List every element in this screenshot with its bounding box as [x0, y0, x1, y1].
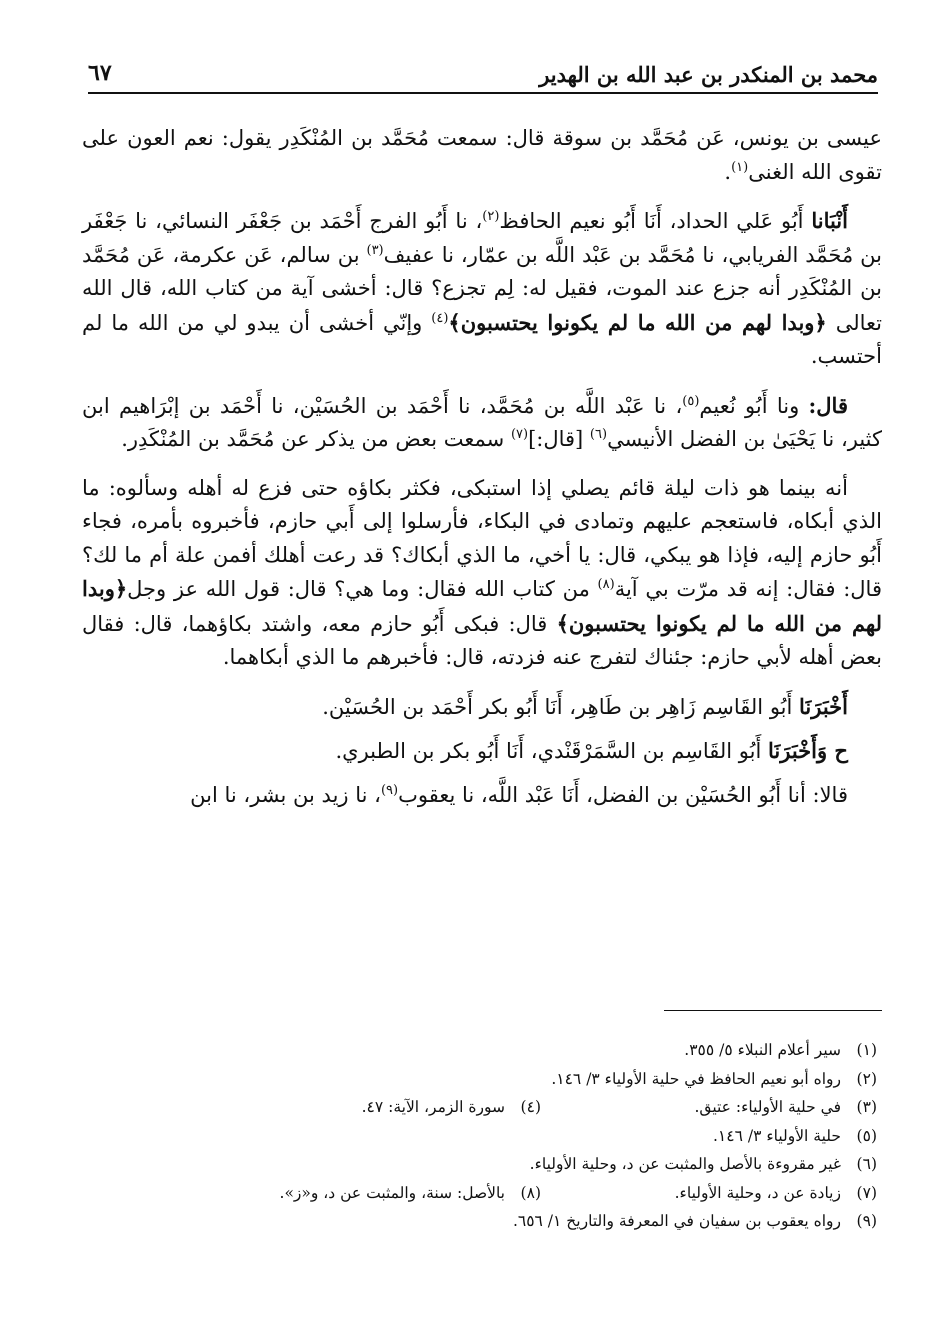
- paragraph-text: من كتاب الله فقال: وما هي؟ قال: قول الله عز وجل: [127, 577, 598, 601]
- paragraph-text: أنه بينما هو ذات ليلة قائم يصلي إذا استبكى، فكثر بكاؤه حتى فزع له أهله وسألوه: ما الذي أبكاه، فاستعجم عليهم وتمادى في البكاء، فأرسلوا إلى أَبي حازم، فأخبروه بأمره، فجاء أَبُو حازم إليه، فإذا هو يبكي، قال: يا أخي، ما الذي أبكاك؟ قد رعت أهلك أفمن علة أم ما لك؟ قال: فقال: إنه قد مرّت بي آية: [82, 475, 882, 601]
- footnotes: [117, 1036, 877, 1236]
- paragraph-text: عيسى بن يونس، عَن مُحَمَّد بن سوقة قال: سمعت مُحَمَّد بن المُنْكَدِر يقول: نعم العون على تقوى الله الغنى: [82, 126, 882, 184]
- footnote-text: رواه أبو نعيم الحافظ في حلية الأولياء ٣/ ١٤٦.: [551, 1069, 841, 1088]
- paragraph-text: قال: فبكى أَبُو حازم معه، واشتد بكاؤهما، قال: فقال بعض أهله لأبي حازم: جئناك لتفرج عنه فزدته، قال: فأخبرهم ما الذي أبكاهما.: [82, 611, 882, 669]
- paragraph-text: [قال:]: [528, 427, 590, 451]
- quran-quote: ﴿وبدا لهم من الله ما لم يكونوا يحتسبون﴾: [82, 576, 882, 636]
- footnote-ref: (١): [731, 159, 749, 175]
- transmission-lead: قال:: [808, 392, 848, 418]
- footnote: [117, 1179, 877, 1208]
- footnote-number: (٤): [520, 1098, 541, 1116]
- transmission-lead: ح وَأَخْبَرَنَا: [768, 738, 848, 763]
- footnote-text: في حلية الأولياء: عتيق.: [694, 1098, 841, 1116]
- footnote-number: (٩): [856, 1212, 877, 1230]
- footnote-separator: [664, 1010, 882, 1011]
- footnote-text: سورة الزمر، الآية: ٤٧.: [361, 1098, 505, 1116]
- footnote-ref: (٥): [682, 393, 700, 409]
- footnote-text: غير مقروءة بالأصل والمثبت عن د، وحلية الأولياء.: [529, 1155, 841, 1173]
- footnote: [117, 1093, 877, 1122]
- footnote-ref: (٩): [380, 782, 399, 798]
- paragraph-text: ، نا عَبْد اللَّه بن مُحَمَّد، نا أَحْمَد بن الحُسَيْن، نا أَحْمَد بن إبْرَاهيم ابن كثير، نا يَحْيَىٰ بن الفضل الأنيسي: [82, 393, 882, 451]
- paragraph-text: أَبُو القَاسِم بن السَّمَرْقَنْدي، أَنَا أَبُو بكر بن الطبري.: [335, 739, 768, 763]
- footnote-text: حلية الأولياء ٣/ ١٤٦.: [712, 1126, 841, 1145]
- footnote: [117, 1122, 877, 1151]
- footnote: [117, 1207, 877, 1236]
- paragraph-5: [82, 690, 882, 725]
- footnote-ref: (٤): [431, 310, 449, 326]
- quran-quote: ﴿وبدا لهم من الله ما لم يكونوا يحتسبون﴾: [448, 309, 827, 335]
- page-header: [88, 56, 878, 94]
- paragraph-text: وإنّي أخشى أن يبدو لي من الله ما لم أحتسب.: [82, 310, 882, 368]
- footnote: [117, 1065, 877, 1094]
- footnote-text: بالأصل: سنة، والمثبت عن د، و«ز».: [279, 1183, 505, 1202]
- paragraph-text: ، نا أَبُو الفرج أَحْمَد بن جَعْفَر النسائي، نا جَعْفَر بن مُحَمَّد الفريابي، نا مُحَمَّد بن عَبْد اللَّه بن عمّار، نا عفيف: [82, 209, 882, 267]
- paragraph-1: [82, 122, 882, 189]
- paragraph-text: أَبُو القَاسِم زَاهِر بن طَاهِر، أَنَا أَبُو بكر أَحْمَد بن الحُسَيْن.: [322, 694, 800, 719]
- paragraph-3: [82, 389, 882, 457]
- footnote-number: (٦): [856, 1155, 877, 1173]
- paragraph-4: [82, 472, 882, 675]
- main-text: [82, 122, 882, 827]
- footnote-ref: (٣): [366, 242, 384, 258]
- paragraph-text: قالا: أنا أَبُو الحُسَيْن بن الفضل، أَنَا عَبْد اللَّه، نا يعقوب: [398, 782, 848, 807]
- footnote-text: زيادة عن د، وحلية الأولياء.: [674, 1183, 841, 1202]
- paragraph-6: [82, 734, 882, 769]
- paragraph-text: ، نا زيد بن بشر، نا ابن: [190, 782, 381, 807]
- footnote-ref: (٦): [589, 427, 608, 442]
- paragraph-7: [82, 779, 882, 813]
- footnote-number: (٧): [856, 1183, 877, 1202]
- paragraph-text: سمعت بعض من يذكر عن مُحَمَّد بن المُنْكَدِر.: [121, 427, 511, 451]
- footnote-number: (٣): [856, 1098, 877, 1116]
- footnote-number: (١): [856, 1041, 877, 1059]
- footnote-number: (٥): [856, 1126, 877, 1145]
- page-number: ٦٧: [88, 60, 112, 86]
- paragraph-text: .: [724, 159, 732, 184]
- footnote-text: سير أعلام النبلاء ٥/ ٣٥٥.: [684, 1041, 841, 1059]
- footnote-number: (٨): [520, 1183, 541, 1202]
- footnote: [117, 1150, 877, 1179]
- footnote-ref: (٧): [510, 427, 529, 442]
- footnote-ref: (٢): [482, 209, 500, 224]
- footnote-text: رواه يعقوب بن سفيان في المعرفة والتاريخ ١/ ٦٥٦.: [512, 1212, 841, 1230]
- paragraph-text: بن سالم، عَن عكرمة، عَن مُحَمَّد بن المُنْكَدِر أنه جزع عند الموت، فقيل له: لِم تجزع؟ قال: أخشى آية من كتاب الله، قال الله تعالى: [82, 242, 882, 335]
- footnote-ref: (٨): [597, 577, 615, 592]
- transmission-lead: أَنْبَانا: [811, 208, 848, 233]
- footnote-number: (٢): [856, 1069, 877, 1088]
- footnote: [117, 1036, 877, 1065]
- running-title: محمد بن المنكدر بن عبد الله بن الهدير: [539, 62, 878, 87]
- paragraph-text: ونا أَبُو نُعيم: [699, 393, 809, 418]
- paragraph-text: أَبُو عَلي الحداد، أَنَا أَبُو نعيم الحافظ: [499, 209, 812, 233]
- transmission-lead: أَخْبَرَنَا: [799, 693, 848, 719]
- paragraph-2: [82, 204, 882, 374]
